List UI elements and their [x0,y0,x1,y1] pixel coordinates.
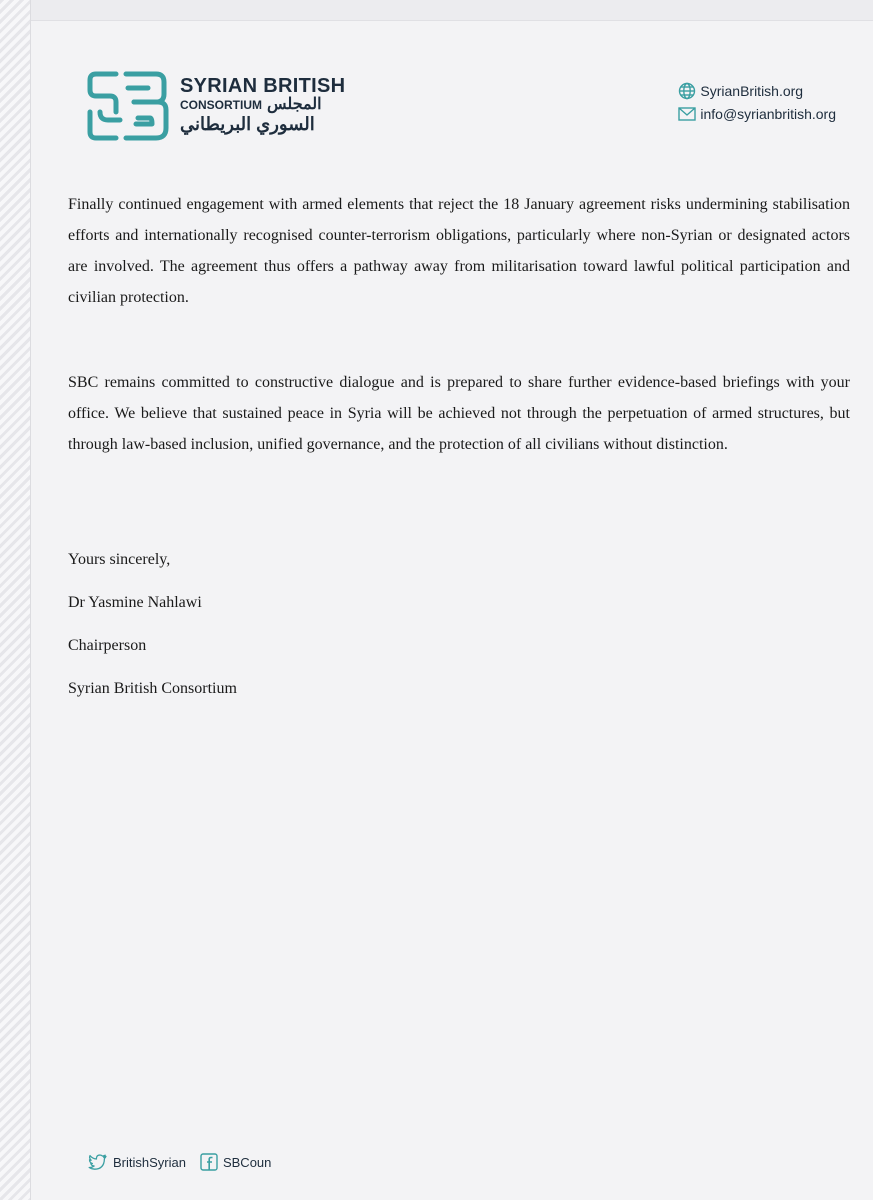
brand-logo [86,68,345,142]
signatory-title: Chairperson [68,637,147,654]
envelope-icon [678,107,696,121]
contact-block [678,79,836,125]
brand-consortium-label: CONSORTIUM [180,98,262,112]
body-paragraph-1: Finally continued engagement with armed elements that reject the 18 January agreement risks undermining stabilisation efforts and internationally recognised counter-terrorism obligations, particularly where non-Syrian or designated actors are involved. The agreement thus offers a pathway away from militarisation toward lawful political participation and civilian protection. [68,196,850,306]
brand-arabic-line2: السوري البريطاني [180,114,315,134]
brand-name-english: SYRIAN BRITISH [180,75,346,97]
email-link[interactable]: info@syrianbritish.org [700,105,836,122]
email-row[interactable] [678,102,836,125]
facebook-handle[interactable]: SBCoun [222,1154,272,1170]
signatory-organization: Syrian British Consortium [68,680,237,697]
left-hatched-margin [0,0,31,1200]
twitter-bird-icon [88,1154,108,1170]
sbc-logo-mark-icon [86,68,170,142]
twitter-handle-item[interactable] [88,1154,186,1170]
website-link[interactable]: SyrianBritish.org [700,82,804,99]
website-row[interactable] [678,79,836,102]
facebook-icon [200,1153,218,1171]
signatory-name: Dr Yasmine Nahlawi [68,594,202,611]
top-margin-strip [0,0,873,21]
globe-icon [678,82,696,100]
twitter-handle[interactable]: BritishSyrian [113,1154,186,1170]
facebook-handle-item[interactable] [200,1153,271,1171]
brand-arabic-line1: المجلس [267,96,322,113]
body-paragraph-2: SBC remains committed to constructive dialogue and is prepared to share further evidence-based briefings with your office. We believe that sustained peace in Syria will be achieved not through the perpetuation of armed structures, but through law-based inclusion, unified governance, and the protection of all civilians without distinction. [68,374,850,453]
closing-line: Yours sincerely, [68,551,171,568]
footer-social [88,1153,285,1171]
